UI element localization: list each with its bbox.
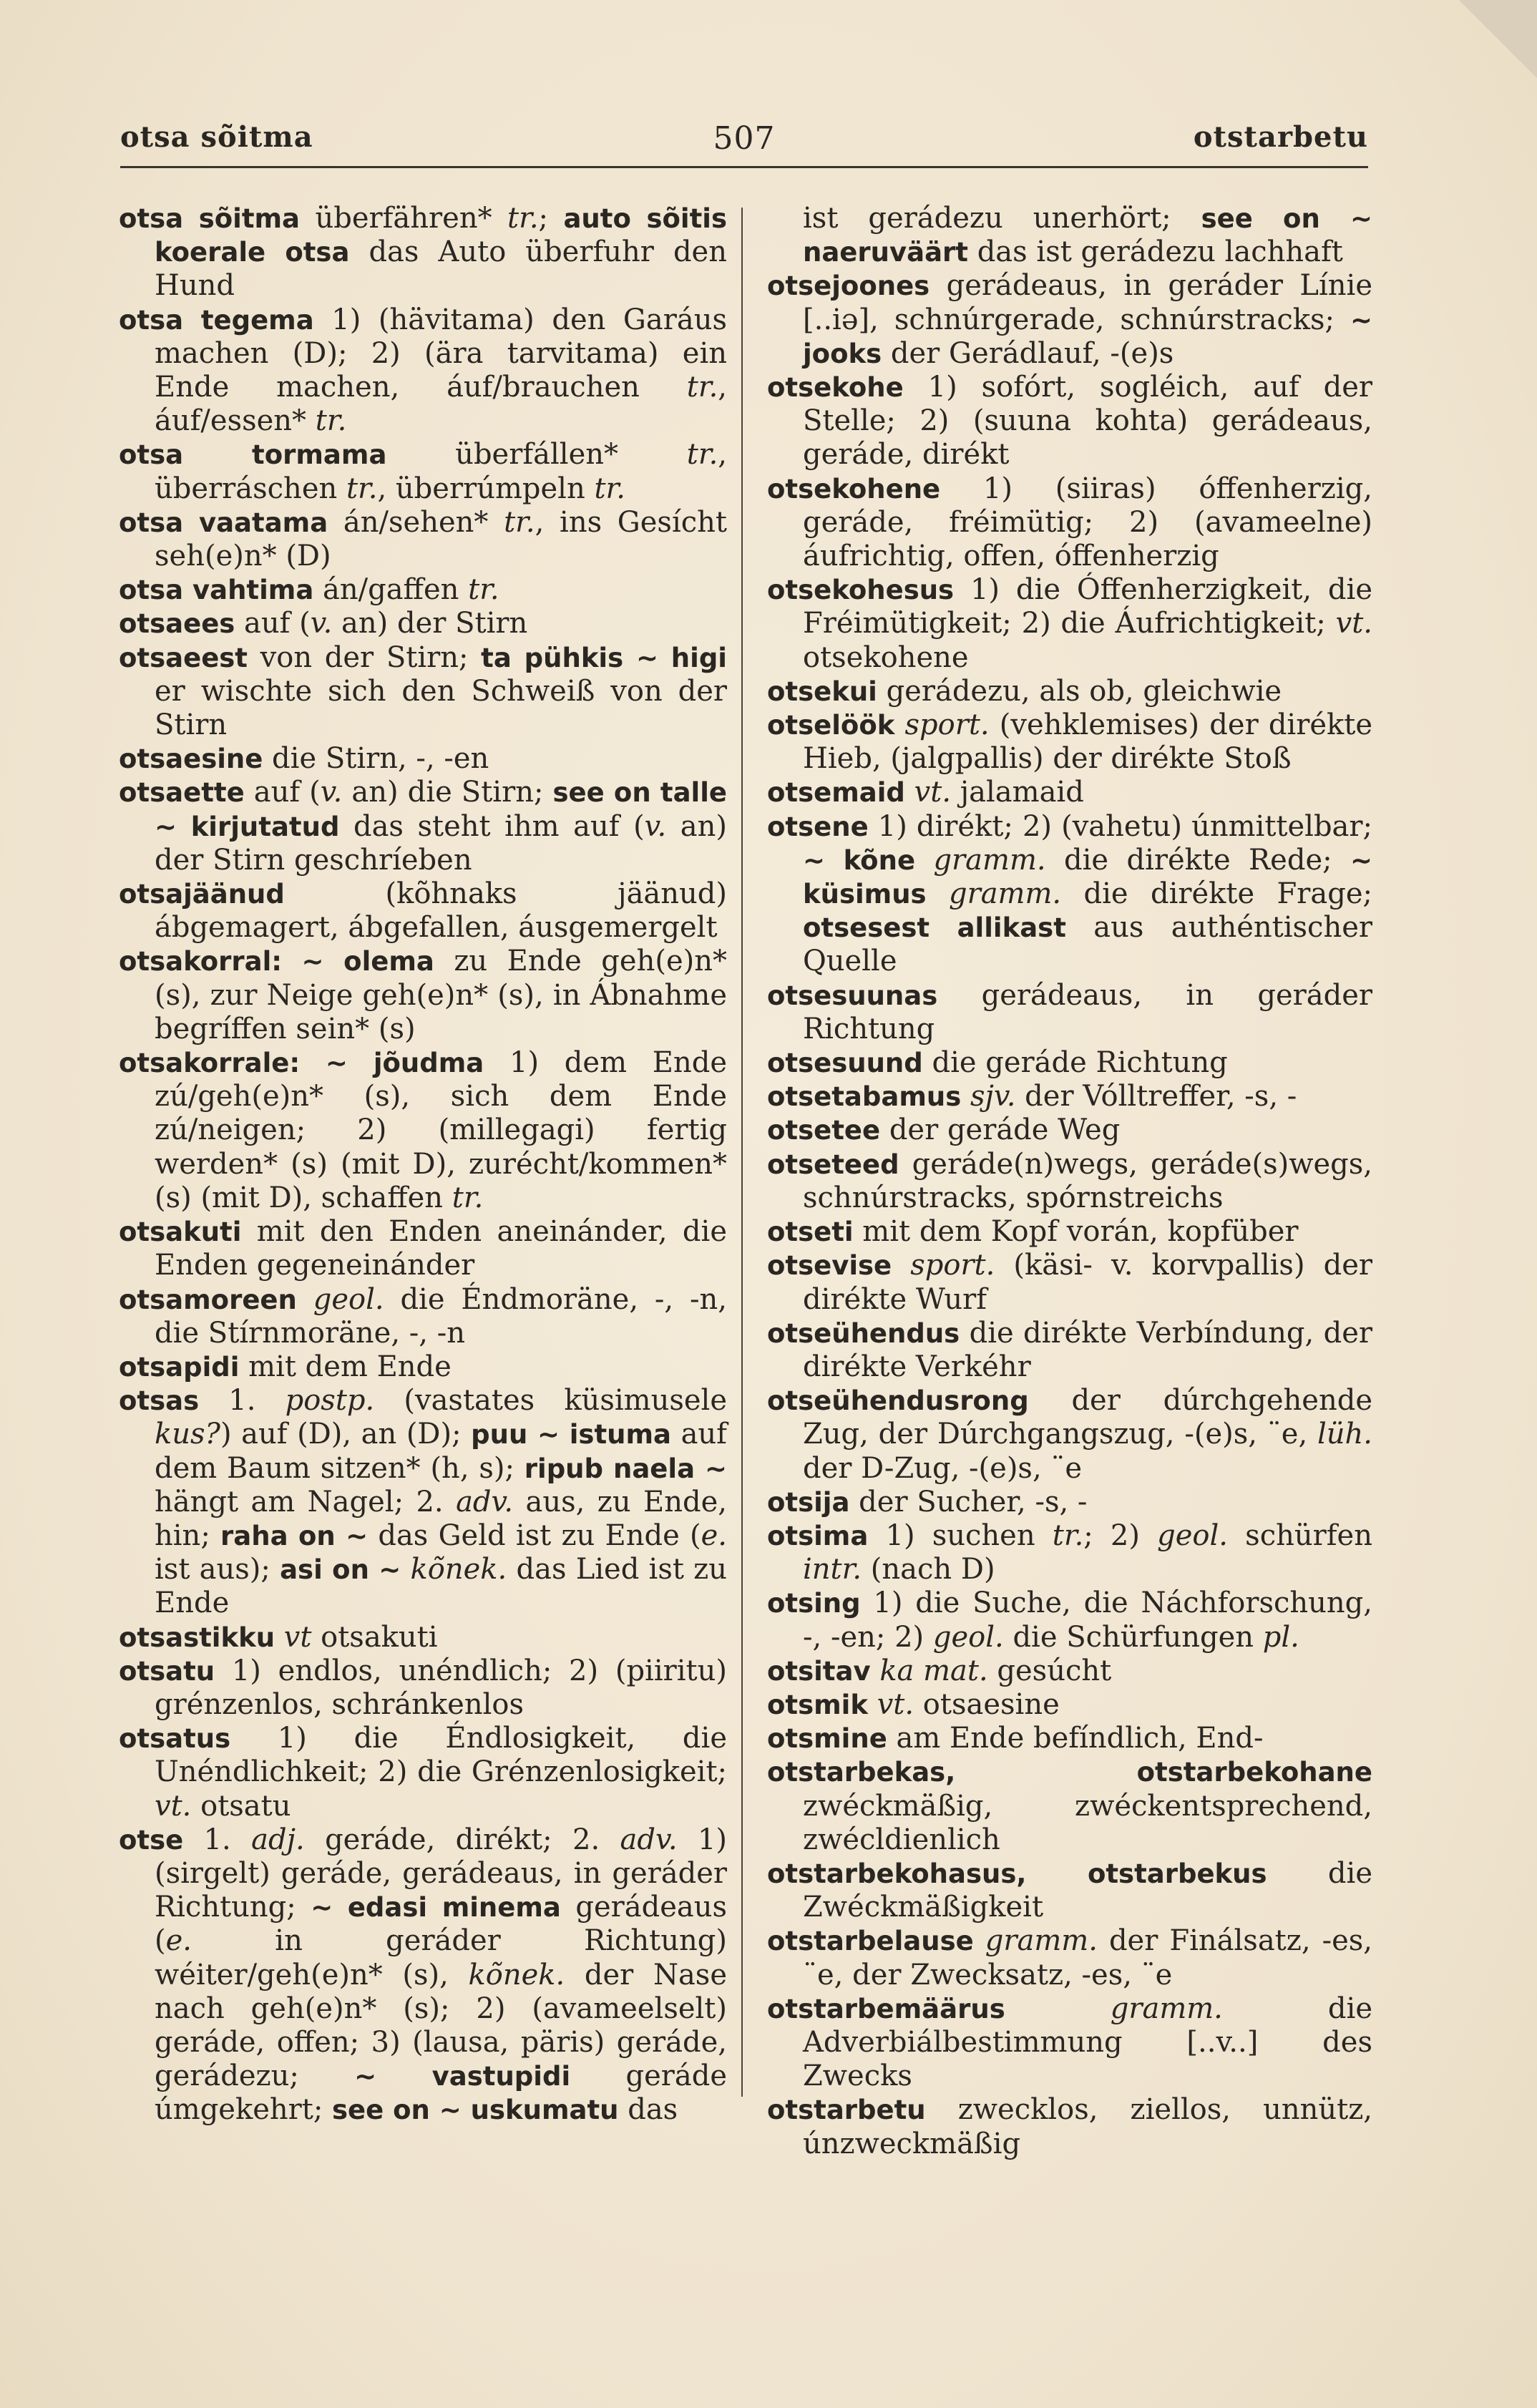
dictionary-entry xyxy=(767,269,1372,371)
dictionary-entry xyxy=(119,1823,727,2127)
entry-text: überfállen* xyxy=(386,438,687,472)
entry-text xyxy=(282,945,301,978)
entry-headword: otsing xyxy=(767,1588,861,1619)
dictionary-entry xyxy=(767,371,1372,472)
entry-headword: otseühendusrong xyxy=(767,1385,1029,1417)
dictionary-entry xyxy=(767,1384,1372,1486)
entry-headword: otsetabamus xyxy=(767,1081,962,1113)
entry-text: ist aus); xyxy=(155,1553,280,1586)
entry-label: vt. xyxy=(877,1687,914,1721)
entry-text: 1. xyxy=(199,1384,286,1418)
entry-label: v. xyxy=(310,607,333,640)
entry-example: ∼ jõudma xyxy=(325,1048,484,1079)
entry-text: otsekohene xyxy=(803,640,969,674)
entry-label: kõnek. xyxy=(410,1553,507,1586)
entry-label: postp. xyxy=(285,1384,375,1418)
dictionary-entry xyxy=(767,1486,1372,1519)
entry-text: mit dem Kopf vorán, kopfüber xyxy=(853,1215,1299,1249)
entry-headword: otstarbemäärus xyxy=(767,1993,1005,2024)
entry-headword: otsene xyxy=(767,811,869,842)
entry-label: gramm. xyxy=(933,843,1046,877)
folded-corner xyxy=(1451,0,1537,86)
entry-headword: otsastikku xyxy=(119,1622,275,1653)
entry-text: die geráde Richtung xyxy=(922,1046,1228,1080)
entry-headword: otsapidi xyxy=(119,1351,240,1383)
dictionary-entry xyxy=(119,202,727,303)
entry-text: 1) dem Ende zú/geh(e)n* (s), sich dem Ende zú/neigen; 2) (millegagi) fertig werden* (s) (mit D), zurécht/kommen* (s) (mit D), schaffen xyxy=(155,1046,727,1214)
entry-headword: otsajäänud xyxy=(119,879,285,910)
entry-text: otsatu xyxy=(191,1789,291,1823)
entry-text: das Auto überfuhr den Hund xyxy=(155,235,727,303)
entry-text xyxy=(868,1688,877,1721)
entry-label: vt xyxy=(283,1620,312,1654)
entry-text: das Lied ist zu Ende xyxy=(155,1553,728,1620)
entry-headword: otsatu xyxy=(119,1655,215,1687)
entry-headword: otsitav xyxy=(767,1655,871,1687)
entry-headword: otsa vahtima xyxy=(119,575,314,606)
entry-headword: otsekohene xyxy=(767,473,941,504)
entry-example: see on talle ∼ kirjutatud xyxy=(155,777,727,842)
entry-example: ∼ vastupidi xyxy=(354,2061,571,2092)
entry-label: v. xyxy=(644,809,667,843)
entry-text: hängt am Nagel; 2. xyxy=(155,1485,457,1519)
entry-label: kõnek. xyxy=(468,1958,565,1992)
dictionary-entry xyxy=(767,1924,1372,1992)
dictionary-entry xyxy=(767,1519,1372,1586)
dictionary-entry xyxy=(767,1148,1372,1215)
entry-label: tr. xyxy=(452,1181,484,1214)
entry-headword: otsaeest xyxy=(119,642,248,673)
entry-text: 1) die Éndlosigkeit, die Unéndlichkeit; 2) die Grénzenlosigkeit; xyxy=(155,1722,727,1789)
entry-label: e. xyxy=(165,1924,192,1958)
entry-headword: otsa tegema xyxy=(119,304,314,336)
entry-text: der Finálsatz, -es, ¨e, der Zwecksatz, -es, ¨e xyxy=(803,1924,1372,1992)
entry-label: tr. xyxy=(315,404,347,438)
entry-text: an) der Stirn geschríeben xyxy=(155,809,727,877)
entry-text: (kõhnaks jäänud) ábgemagert, ábgefallen, áusgemergelt xyxy=(155,877,727,945)
entry-headword: otstarbelause xyxy=(767,1926,974,1957)
entry-label: sjv. xyxy=(970,1080,1016,1113)
entry-label: tr. xyxy=(1052,1519,1084,1552)
dictionary-entry xyxy=(767,1688,1372,1722)
entry-text: 1) die Suche, die Náchforschung, -, -en; 2) xyxy=(803,1586,1372,1654)
entry-text: in geráder Richtung) wéiter/geh(e)n* (s), xyxy=(155,1924,727,1992)
entry-text: der D-Zug, -(e)s, ¨e xyxy=(803,1451,1083,1485)
entry-example: otsesest allikast xyxy=(803,912,1066,944)
entry-label: tr. xyxy=(504,505,535,539)
dictionary-entry xyxy=(119,641,727,743)
entry-text: , ins Gesícht seh(e)n* (D) xyxy=(155,505,727,573)
entry-text: jalamaid xyxy=(951,776,1084,809)
entry-label: kus? xyxy=(155,1418,220,1451)
entry-example: ripub naela ∼ xyxy=(524,1453,728,1484)
page-number: 507 xyxy=(713,120,776,157)
entry-label: vt. xyxy=(1335,607,1372,640)
entry-headword: otselöök xyxy=(767,710,895,741)
entry-headword: otsejoones xyxy=(767,270,930,302)
entry-text: ) auf (D), an (D); xyxy=(220,1418,472,1451)
entry-text: (vehklemises) der dirékte Hieb, (jalgpallis) der dirékte Stoß xyxy=(803,708,1372,776)
entry-label: tr. xyxy=(468,573,499,607)
entry-text: mit dem Ende xyxy=(239,1350,452,1383)
entry-label: sport. xyxy=(910,1249,995,1282)
dictionary-entry xyxy=(119,438,727,505)
entry-text: auf ( xyxy=(244,776,321,809)
dictionary-entry xyxy=(119,945,727,1046)
dictionary-entry xyxy=(119,573,727,607)
dictionary-entry xyxy=(119,776,727,877)
entry-text: die Adverbiálbestimmung [..v..] des Zwecks xyxy=(803,1992,1372,2093)
entry-text: das Geld ist zu Ende ( xyxy=(368,1519,701,1552)
entry-text: 1) (hävitama) den Garáus machen (D); 2) (ära tarvitama) ein Ende machen, áuf/brauchen xyxy=(155,303,727,404)
entry-label: sport. xyxy=(904,708,990,742)
entry-text: zwéckmäßig, zwéckentsprechend, zwécldienlich xyxy=(803,1789,1372,1856)
entry-headword: otsa vaatama xyxy=(119,507,328,538)
entry-headword: otsaesine xyxy=(119,744,263,775)
entry-example: ∼ olema xyxy=(301,946,434,978)
entry-text: der geráde Weg xyxy=(880,1113,1121,1147)
entry-headword: otsemaid xyxy=(767,777,905,809)
entry-label: gramm. xyxy=(1110,1992,1223,2025)
entry-text: an) der Stirn xyxy=(332,607,528,640)
entry-headword: otsakuti xyxy=(119,1217,242,1248)
entry-text: gerádezu, als ob, gleichwie xyxy=(877,674,1282,708)
entry-label: geol. xyxy=(1157,1519,1229,1552)
entry-headword: otsakorral: xyxy=(119,946,283,978)
entry-text xyxy=(300,1046,326,1079)
dictionary-entry xyxy=(767,1249,1372,1316)
entry-text: die Zwéckmäßigkeit xyxy=(803,1856,1372,1924)
entry-example: ∼ edasi minema xyxy=(311,1892,561,1924)
dictionary-entry xyxy=(767,573,1372,675)
entry-text: 1) endlos, unéndlich; 2) (piiritu) grénzenlos, schránkenlos xyxy=(155,1654,727,1721)
entry-text: überfähren* xyxy=(300,202,508,235)
dictionary-entry xyxy=(119,1654,727,1722)
dictionary-entry xyxy=(767,810,1372,979)
entry-headword: otsmine xyxy=(767,1723,887,1755)
entry-headword: otsaees xyxy=(119,608,235,640)
entry-text: gesúcht xyxy=(987,1654,1112,1687)
dictionary-entry xyxy=(767,1080,1372,1113)
entry-headword: otsetee xyxy=(767,1115,881,1146)
entry-text: geráde, dirékt; 2. xyxy=(304,1823,620,1856)
entry-label: geol. xyxy=(313,1282,384,1316)
entry-text: die Schürfungen xyxy=(1003,1620,1263,1654)
entry-text: , überrúmpeln xyxy=(377,472,595,505)
entry-label: tr. xyxy=(686,371,718,404)
entry-text: 1) (sirgelt) geráde, gerádeaus, in geráder Richtung; xyxy=(155,1823,727,1924)
dictionary-entry xyxy=(767,1113,1372,1147)
entry-headword: otstarbetu xyxy=(767,2095,926,2126)
entry-label: vt. xyxy=(914,776,952,809)
entry-headword: otsija xyxy=(767,1486,850,1518)
dictionary-entry xyxy=(767,472,1372,574)
dictionary-entry xyxy=(119,303,727,439)
entry-example: asi on ∼ xyxy=(280,1554,401,1586)
entry-headword: otstarbekas, otstarbekohane xyxy=(767,1757,1372,1788)
entry-text xyxy=(401,1553,410,1586)
entry-text: gerádeaus, in geráder Línie [..iə], schnúrgerade, schnúrstracks; xyxy=(803,269,1372,336)
entry-text: die Stirn, -, -en xyxy=(263,742,489,776)
dictionary-entry xyxy=(119,877,727,945)
entry-label: adv. xyxy=(456,1485,514,1519)
dictionary-entry xyxy=(767,1586,1372,1654)
entry-text xyxy=(927,877,949,910)
dictionary-entry xyxy=(767,776,1372,809)
entry-headword: otseti xyxy=(767,1217,854,1248)
entry-text: (käsi- v. korvpallis) der dirékte Wurf xyxy=(803,1249,1372,1316)
entry-text: von der Stirn; xyxy=(248,640,482,674)
entry-text: am Ende befíndlich, End- xyxy=(887,1722,1264,1755)
entry-text: zwecklos, ziellos, unnütz, únzweckmäßig xyxy=(803,2093,1372,2160)
entry-text: án/gaffen xyxy=(313,573,469,607)
entry-headword: otsatus xyxy=(119,1723,231,1755)
entry-text: aus, zu Ende, hin; xyxy=(155,1485,727,1552)
entry-text: geráde(n)wegs, geráde(s)wegs, schnúrstracks, spórnstreichs xyxy=(803,1147,1372,1214)
dictionary-entry xyxy=(767,1317,1372,1384)
entry-text: otsakuti xyxy=(311,1620,438,1654)
entry-example: see on ∼ naeruväärt xyxy=(803,203,1372,268)
entry-example: auto sõitis koerale otsa xyxy=(155,203,727,268)
entry-text: (nach D) xyxy=(862,1553,995,1586)
entry-label: gramm. xyxy=(985,1924,1098,1958)
entry-headword: otseteed xyxy=(767,1149,899,1180)
entry-text xyxy=(871,1654,880,1687)
right-column xyxy=(767,202,1372,2161)
entry-example: ta pühkis ∼ higi xyxy=(481,642,727,673)
dictionary-entry xyxy=(767,2093,1372,2160)
entry-label: tr. xyxy=(507,202,539,235)
entry-label: gramm. xyxy=(948,877,1062,911)
entry-text: auf dem Baum sitzen* (h, s); xyxy=(155,1418,727,1485)
dictionary-entry xyxy=(767,979,1372,1046)
dictionary-entry xyxy=(767,675,1372,708)
entry-text: ; 2) xyxy=(1083,1519,1158,1552)
entry-example: ∼ kõne xyxy=(803,844,916,876)
dictionary-entry xyxy=(767,1722,1372,1755)
entry-text: der Nase nach geh(e)n* (s); 2) (avameelselt) geráde, offen; 3) (lausa, päris) geráde, gerádezu; xyxy=(155,1958,727,2093)
entry-headword: otsekui xyxy=(767,676,877,707)
entry-text: zu Ende geh(e)n* (s), zur Neige geh(e)n* (s), in Ábnahme begríffen sein* (s) xyxy=(155,945,727,1045)
entry-text: aus authéntischer Quelle xyxy=(803,911,1372,978)
entry-example: ∼ küsimus xyxy=(803,844,1373,910)
entry-label: adj. xyxy=(251,1823,305,1856)
entry-example: raha on ∼ xyxy=(220,1520,369,1551)
page-header xyxy=(120,120,1368,170)
entry-text: die Éndmoräne, -, -n, die Stírnmoräne, -, -n xyxy=(155,1282,727,1350)
entry-text: 1) suchen xyxy=(868,1519,1053,1552)
entry-headword: otsesuunas xyxy=(767,980,938,1011)
entry-headword: otsaette xyxy=(119,777,245,809)
entry-text: án/sehen* xyxy=(328,505,504,539)
entry-text: , áuf/essen* xyxy=(155,371,727,438)
entry-label: tr. xyxy=(686,438,718,472)
entry-text: auf ( xyxy=(235,607,311,640)
dictionary-entry xyxy=(767,1654,1372,1688)
dictionary-entry xyxy=(119,1722,727,1823)
entry-label: v. xyxy=(320,776,343,809)
entry-label: pl. xyxy=(1262,1620,1299,1654)
entry-text xyxy=(297,1283,313,1316)
entry-headword: otsima xyxy=(767,1520,869,1551)
dictionary-entry xyxy=(119,1350,727,1384)
dictionary-entry xyxy=(119,1215,727,1282)
entry-text xyxy=(894,708,904,741)
entry-label: geol. xyxy=(932,1620,1004,1654)
dictionary-entry xyxy=(767,1992,1372,2094)
dictionary-entry xyxy=(767,1857,1372,1924)
entry-label: tr. xyxy=(346,472,378,505)
entry-text: der Sucher, -s, - xyxy=(849,1485,1088,1519)
dictionary-entry xyxy=(767,202,1372,269)
entry-text: der Vólltreffer, -s, - xyxy=(1015,1080,1297,1113)
entry-label: adv. xyxy=(620,1823,678,1856)
entry-headword: otsmik xyxy=(767,1689,868,1720)
entry-headword: otstarbekohasus, otstarbekus xyxy=(767,1858,1267,1889)
entry-text: schürfen xyxy=(1228,1519,1372,1552)
entry-text xyxy=(915,844,933,877)
entry-headword: otsekohe xyxy=(767,372,904,404)
entry-text: der dúrchgehende Zug, der Dúrchgangszug, -(e)s, ¨e, xyxy=(803,1384,1372,1451)
dictionary-entry xyxy=(119,607,727,640)
dictionary-entry xyxy=(119,1283,727,1350)
entry-headword: otsesuund xyxy=(767,1048,923,1079)
entry-text: 1) dirékt; 2) (vahetu) únmittelbar; xyxy=(868,809,1372,843)
header-first-headword: otsa sõitma xyxy=(120,120,313,154)
entry-text: geráde úmgekehrt; xyxy=(155,2060,727,2127)
header-last-headword: otstarbetu xyxy=(1193,120,1368,154)
entry-text: gerádeaus ( xyxy=(155,1891,727,1958)
dictionary-entry xyxy=(119,1621,727,1654)
left-column xyxy=(119,202,727,2127)
entry-example: ∼ jooks xyxy=(803,304,1372,369)
entry-text: , überráschen xyxy=(155,438,728,505)
header-rule xyxy=(120,166,1368,168)
entry-text: das xyxy=(618,2093,678,2127)
entry-text xyxy=(905,776,914,809)
dictionary-entry xyxy=(767,1755,1372,1857)
entry-headword: otsakorrale: xyxy=(119,1048,301,1079)
entry-headword: otsa sõitma xyxy=(119,203,301,234)
entry-headword: otseühendus xyxy=(767,1317,960,1349)
entry-label: tr. xyxy=(594,472,625,505)
dictionary-entry xyxy=(767,1046,1372,1080)
entry-text: ist gerádezu unerhört; xyxy=(803,202,1201,235)
entry-text: gerádeaus, in geráder Richtung xyxy=(803,978,1372,1045)
entry-headword: otsevise xyxy=(767,1250,892,1282)
entry-text: ; xyxy=(538,202,564,235)
entry-text: 1) (siiras) óffenherzig, geráde, fréimütig; 2) (avameelne) áufrichtig, offen, óffenherzig xyxy=(803,472,1372,573)
entry-text xyxy=(275,1621,284,1654)
dictionary-entry xyxy=(119,1384,727,1620)
entry-text xyxy=(961,1080,970,1113)
dictionary-entry xyxy=(767,708,1372,776)
entry-label: intr. xyxy=(803,1553,862,1586)
entry-text: otsaesine xyxy=(914,1687,1060,1721)
entry-example: see on ∼ uskumatu xyxy=(332,2095,619,2126)
entry-text: die dirékte Frage; xyxy=(1061,877,1372,911)
entry-headword: otse xyxy=(119,1824,184,1856)
entry-text: der Gerádlauf, -(e)s xyxy=(882,336,1174,370)
entry-text: (vastates küsimusele xyxy=(374,1384,727,1418)
dictionary-entry xyxy=(119,742,727,776)
entry-label: vt. xyxy=(155,1789,192,1823)
entry-label: lüh. xyxy=(1317,1418,1372,1451)
column-divider xyxy=(741,208,743,2097)
entry-headword: otsas xyxy=(119,1385,200,1417)
entry-headword: otsa tormama xyxy=(119,439,387,471)
entry-text xyxy=(892,1249,910,1282)
entry-text: die dirékte Verbíndung, der dirékte Verkéhr xyxy=(803,1316,1372,1383)
entry-text: 1. xyxy=(183,1823,252,1856)
entry-text: das ist gerádezu lachhaft xyxy=(967,235,1343,269)
dictionary-entry xyxy=(119,1046,727,1215)
entry-text: die dirékte Rede; xyxy=(1045,843,1350,877)
entry-label: ka mat. xyxy=(879,1654,988,1687)
entry-text: an) die Stirn; xyxy=(342,776,553,809)
entry-text xyxy=(1005,1992,1111,2025)
entry-example: puu ∼ istuma xyxy=(471,1419,672,1451)
entry-text: mit den Enden aneinánder, die Enden gegeneinánder xyxy=(155,1215,727,1282)
entry-text: er wischte sich den Schweiß von der Stirn xyxy=(155,674,727,742)
dictionary-entry xyxy=(119,506,727,573)
entry-headword: otsekohesus xyxy=(767,575,955,606)
entry-label: e. xyxy=(701,1519,727,1552)
entry-text xyxy=(974,1924,985,1957)
dictionary-entry xyxy=(767,1215,1372,1249)
entry-headword: otsamoreen xyxy=(119,1284,297,1315)
entry-text: 1) die Óffenherzigkeit, die Fréimütigkeit; 2) die Áufrichtigkeit; xyxy=(803,573,1372,640)
entry-text: 1) sofórt, sogléich, auf der Stelle; 2) (suuna kohta) gerádeaus, geráde, dirékt xyxy=(803,371,1372,472)
entry-text: das steht ihm auf ( xyxy=(339,809,645,843)
